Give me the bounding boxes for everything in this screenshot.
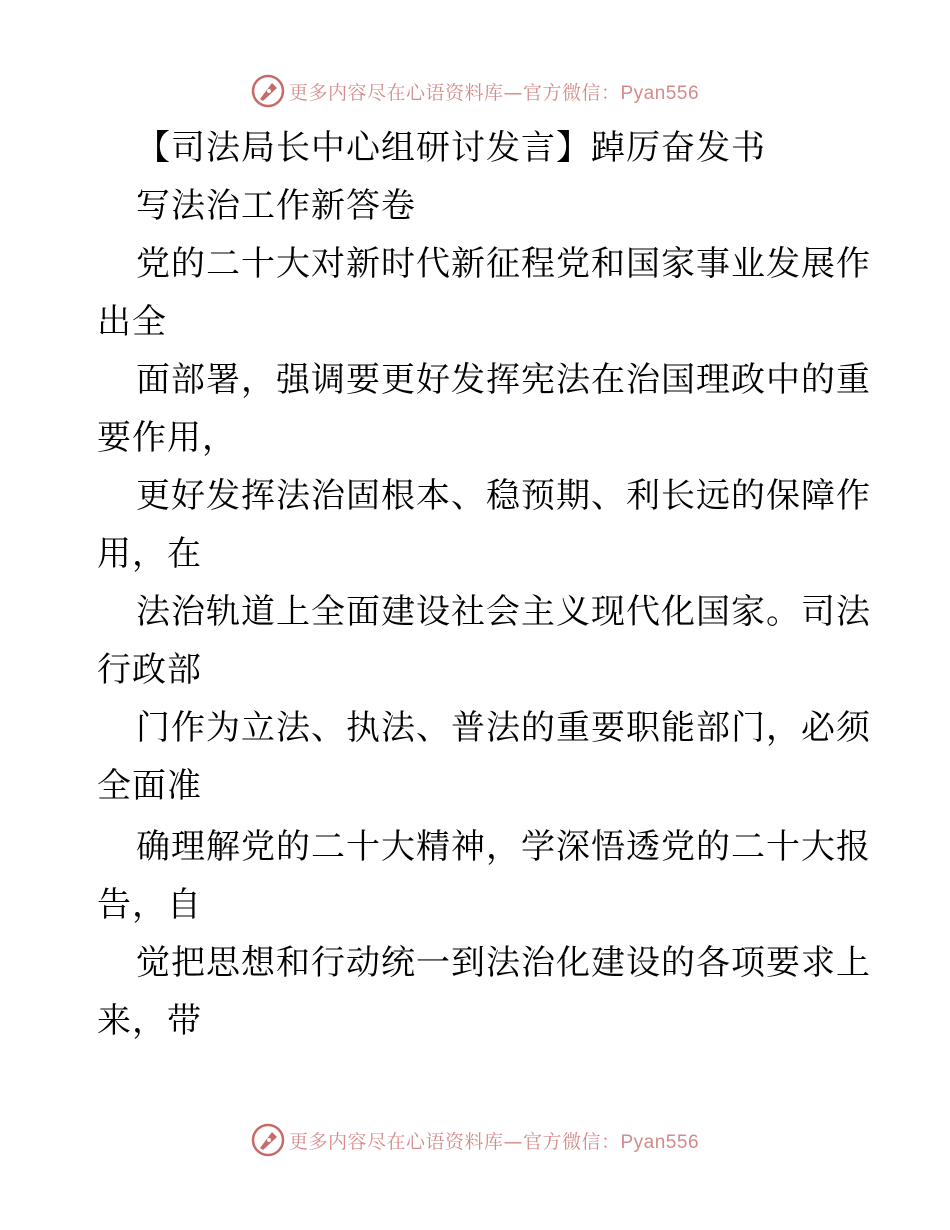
paragraph-line: 全面准	[97, 766, 202, 806]
pen-nib-logo-icon	[251, 74, 285, 108]
paragraph-line: 党的二十大对新时代新征程党和国家事业发展作	[136, 244, 871, 284]
paragraph-line: 面部署，强调要更好发挥宪法在治国理政中的重	[136, 360, 871, 400]
paragraph-line: 更好发挥法治固根本、稳预期、利长远的保障作	[136, 476, 871, 516]
paragraph-line: 确理解党的二十大精神，学深悟透党的二十大报	[136, 827, 871, 867]
footer-watermark	[0, 1120, 950, 1160]
document-title-line-2: 写法治工作新答卷	[136, 186, 416, 226]
paragraph-line: 法治轨道上全面建设社会主义现代化国家。司法	[136, 592, 871, 632]
header-watermark	[0, 71, 950, 111]
paragraph-line: 行政部	[97, 650, 202, 690]
pen-nib-logo-icon	[251, 1123, 285, 1157]
paragraph-line: 告，自	[97, 885, 202, 925]
paragraph-line: 出全	[97, 302, 167, 342]
watermark-text: 更多内容尽在心语资料库—官方微信：Pyan556	[288, 1130, 700, 1153]
paragraph-line: 来，带	[97, 1001, 202, 1041]
paragraph-line: 觉把思想和行动统一到法治化建设的各项要求上	[136, 943, 871, 983]
paragraph-line: 要作用，	[97, 418, 237, 458]
document-title-line-1: 【司法局长中心组研讨发言】踔厉奋发书	[136, 128, 766, 168]
paragraph-line: 门作为立法、执法、普法的重要职能部门，必须	[136, 708, 871, 748]
watermark-text: 更多内容尽在心语资料库—官方微信：Pyan556	[288, 81, 700, 104]
paragraph-line: 用，在	[97, 534, 202, 574]
